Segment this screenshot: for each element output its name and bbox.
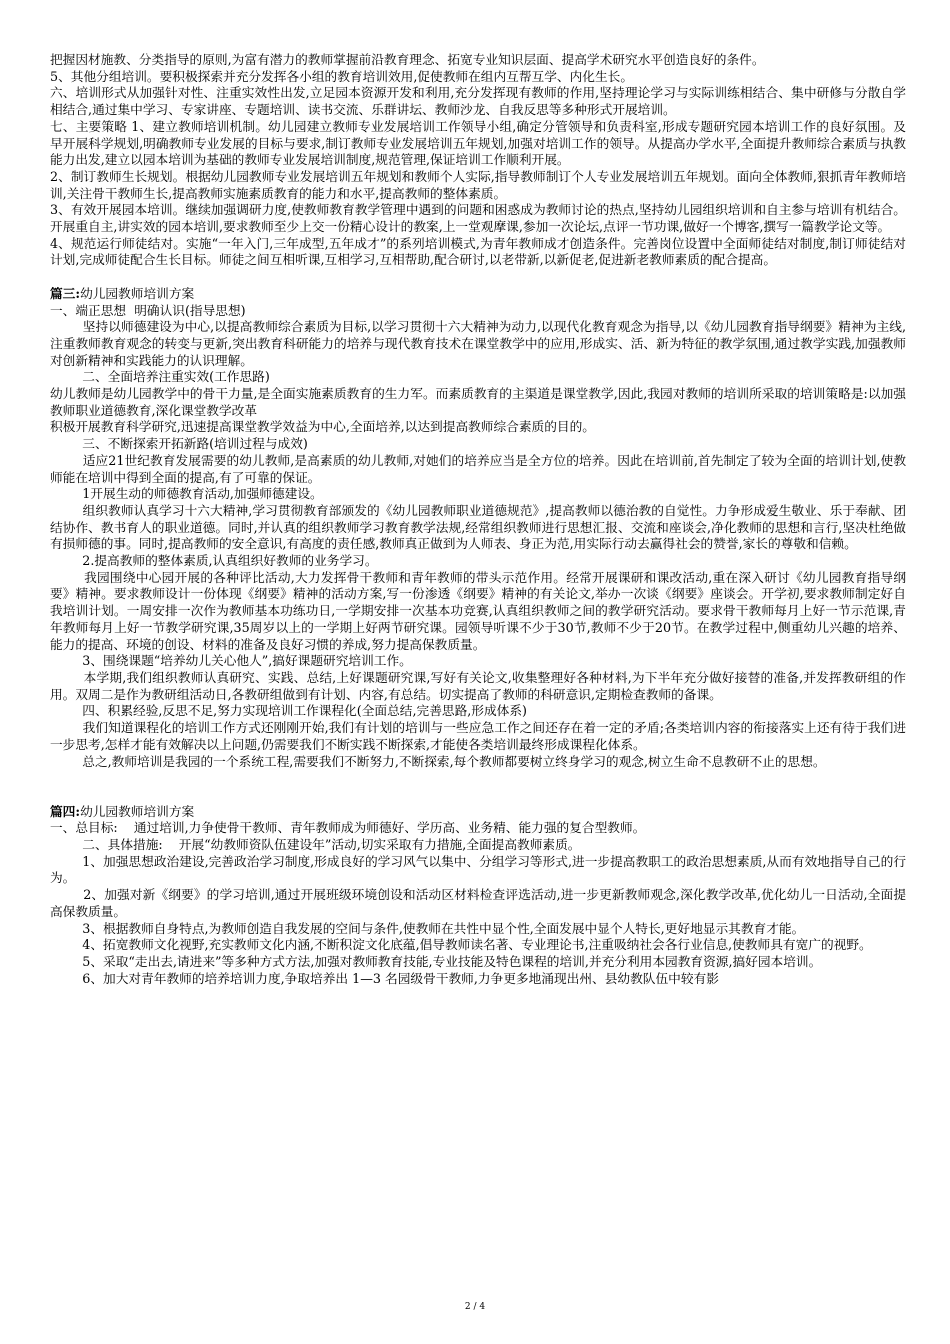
paragraph: 5、其他分组培训。要积极探索并充分发挥各小组的教育培训效用,促使教师在组内互帮互学、内化生长。 [50,68,634,84]
section-heading [50,804,906,821]
document-page [50,52,906,987]
paragraph: 5、采取“走出去,请进来”等多种方式方法,加强对教师教育技能,专业技能及特色课程的培训,并充分利用本园教育资源,搞好园本培训。 [50,953,822,969]
paragraph: 2.提高教师的整体素质,认真组织好教师的业务学习。 [50,553,378,569]
paragraph: 3、根据教师自身特点,为教师创造自我发展的空间与条件,使教师在共性中显个性,全面发展中显个人特长,更好地显示其教育才能。 [50,920,805,936]
paragraph: 坚持以师德建设为中心,以提高教师综合素质为目标,以学习贯彻十六大精神为动力,以现代化教育观念为指导,以《幼儿园教育指导纲要》精神为主线,注重教师教育观念的转变与更新,突出教育科研能力的培养与现代教育技术在课堂教学中的应用,形成实、活、新为特征的教学氛围,通过教学实践,加强教师对创新精神和实践能力的认识理解。 [50,319,906,368]
section-title: 幼儿园教师培训方案 [80,803,195,819]
section-3 [50,286,906,770]
paragraph: 3、围绕课题“培养幼儿关心他人”,搞好课题研究培训工作。 [50,653,412,669]
paragraph: 组织教师认真学习十六大精神,学习贯彻教育部颁发的《幼儿园教师职业道德规范》,提高教师以德治教的自觉性。力争形成爱生敬业、乐于奉献、团结协作、教书育人的职业道德。同时,并认真的组织教师学习教育教学法规,经常组织教师进行思想汇报、交流和座谈会,净化教师的思想和言行,坚决杜绝做有损师德的事。同时,提高教师的安全意识,有高度的责任感,教师真正做到为人师表、身正为范,用实际行动去赢得社会的赞誉,家长的尊敬和信赖。 [50,502,907,552]
paragraph: 1、加强思想政治建设,完善政治学习制度,形成良好的学习风气以集中、分组学习等形式,进一步提高教职工的政治思想素质,从而有效地指导自己的行为。 [50,853,907,886]
paragraph: 总之,教师培训是我园的一个系统工程,需要我们不断努力,不断探索,每个教师都要树立终身学习的观念,树立生命不息教研不止的思想。 [50,753,826,769]
paragraph: 6、加大对青年教师的培养培训力度,争取培养出 1—3 名园级骨干教师,力争更多地涌现出州、县幼教队伍中较有影 [50,970,719,986]
page-number: 2 / 4 [464,1302,486,1312]
section-label: 篇三: [50,285,81,301]
paragraph: 2、加强对新《纲要》的学习培训,通过开展班级环境创设和活动区材料检查评选活动,进一步更新教师观念,深化教学改革,优化幼儿一日活动,全面提高保教质量。 [50,887,907,919]
paragraph: 一、端正思想 明确认识(指导思想) [50,302,246,318]
paragraph: 本学期,我们组织教师认真研究、实践、总结,上好课题研究课,写好有关论文,收集整理好各种材料,为下半年充分做好接替的准备,并发挥教研组的作用。双周二是作为教研组活动日,各教研组做到有计划、内容,有总结。切实提高了教师的科研意识,定期检查教师的备课。 [50,670,906,702]
section-title: 幼儿园教师培训方案 [80,285,195,301]
paragraph: 四、积累经验,反思不足,努力实现培训工作课程化(全面总结,完善思路,形成体系) [50,703,527,719]
paragraph: 我园围绕中心园开展的各种评比活动,大力发挥骨干教师和青年教师的带头示范作用。经常开展课研和课改活动,重在深入研讨《幼儿园教育指导纲要》精神。要求教师设计一份体现《纲要》精神的活动方案,写一份渗透《纲要》精神的有关论文,举办一次谈《纲要》座谈会。开学初,要求教师制定好自我培训计划。一周安排一次作为教师基本功练功日,一学期安排一次基本功竞赛,认真组织教师之间的教学研究活动。要求骨干教师每月上好一节示范课,青年教师每月上好一节教学研究课,35周岁以上的一学期上好两节研究课。园领导听课不少于30节,教师不少于20节。在教学过程中,侧重幼儿兴趣的培养、能力的提高、环境的创设、材料的准备及良好习惯的养成,努力提高保教质量。 [50,569,907,652]
paragraph: 三、不断探索开拓新路(培训过程与成效) [50,436,308,452]
paragraph: 幼儿教师是幼儿园教学中的骨干力量,是全面实施素质教育的生力军。而素质教育的主渠道是课堂教学,因此,我园对教师的培训所采取的培训策略是:以加强教师职业道德教育,深化课堂教学改革 [50,386,906,418]
section-label: 篇四: [50,803,81,819]
paragraph: 一、总目标: 通过培训,力争使骨干教师、青年教师成为师德好、学历高、业务精、能力强的复合型教师。 [50,820,646,836]
paragraph: 六、培训形式从加强针对性、注重实效性出发,立足园本资源开发和利用,充分发挥现有教师的作用,坚持理论学习与实际训练相结合、集中研修与分散自学相结合,通过集中学习、专家讲座、专题培训、读书交流、乐群讲坛、教师沙龙、自我反思等多种形式开展培训。 [50,85,906,118]
paragraph: 1开展生动的师德教育活动,加强师德建设。 [50,486,323,502]
paragraph: 把握因材施教、分类指导的原则,为富有潜力的教师掌握前沿教育理念、拓宽专业知识层面、提高学术研究水平创造良好的条件。 [50,52,765,67]
section-heading [50,286,906,303]
paragraph: 二、全面培养注重实效(工作思路) [50,369,270,385]
paragraph: 适应21世纪教育发展需要的幼儿教师,是高素质的幼儿教师,对她们的培养应当是全方位的培养。因此在培训前,首先制定了较为全面的培训计划,使教师能在培训中得到全面的提高,有了可靠的保证。 [50,452,907,485]
paragraph: 2、制订教师生长规划。根据幼儿园教师专业发展培训五年规划和教师个人实际,指导教师制订个人专业发展培训五年规划。面向全体教师,狠抓青年教师培训,关注骨干教师生长,提高教师实施素质教育的能力和水平,提高教师的整体素质。 [50,168,906,201]
paragraph: 积极开展教育科学研究,迅速提高课堂教学效益为中心,全面培养,以达到提高教师综合素质的目的。 [50,419,595,435]
paragraph: 我们知道课程化的培训工作方式还刚刚开始,我们有计划的培训与一些应急工作之间还存在着一定的矛盾;各类培训内容的衔接落实上还有待于我们进一步思考,怎样才能有效解决以上问题,仍需要我们不断实践不断探索,才能使各类培训最终形成课程化体系。 [50,720,906,752]
paragraph: 4、规范运行师徒结对。实施“一年入门,三年成型,五年成才”的系列培训模式,为青年教师成才创造条件。完善岗位设置中全面师徒结对制度,制订师徒结对计划,完成师徒配合生长目标。师徒之间互相听课,互相学习,互相帮助,配合研讨,以老带新,以新促老,促进新老教师素质的配合提高。 [50,235,906,268]
paragraph: 3、有效开展园本培训。继续加强调研力度,使教师教育教学管理中遇到的问题和困惑成为教师讨论的热点,坚持幼儿园组织培训和自主参与培训有机结合。开展重自主,讲实效的园本培训,要求教师至少上交一份精心设计的教案,上一堂观摩课,参加一次论坛,点评一节功课,做好一个博客,撰写一篇教学论文等。 [50,202,906,235]
section-4 [50,804,906,988]
paragraph: 二、具体措施: 开展“幼教师资队伍建设年”活动,切实采取有力措施,全面提高教师素质。 [50,837,581,852]
section-top [50,52,906,269]
paragraph: 七、主要策略 1、建立教师培训机制。幼儿园建立教师专业发展培训工作领导小组,确定分管领导和负责科室,形成专题研究园本培训工作的良好氛围。及早开展科学规划,明确教师专业发展的目标与要求,制订教师专业发展培训五年规划,加强对培训工作的领导。从提高办学水平,全面提升教师综合素质与执教能力出发,建立以园本培训为基础的教师专业发展培训制度,规范管理,保证培训工作顺利开展。 [50,118,906,168]
paragraph: 4、拓宽教师文化视野,充实教师文化内涵,不断积淀文化底蕴,倡导教师读名著、专业理论书,注重吸纳社会各行业信息,使教师具有宽广的视野。 [50,937,872,953]
